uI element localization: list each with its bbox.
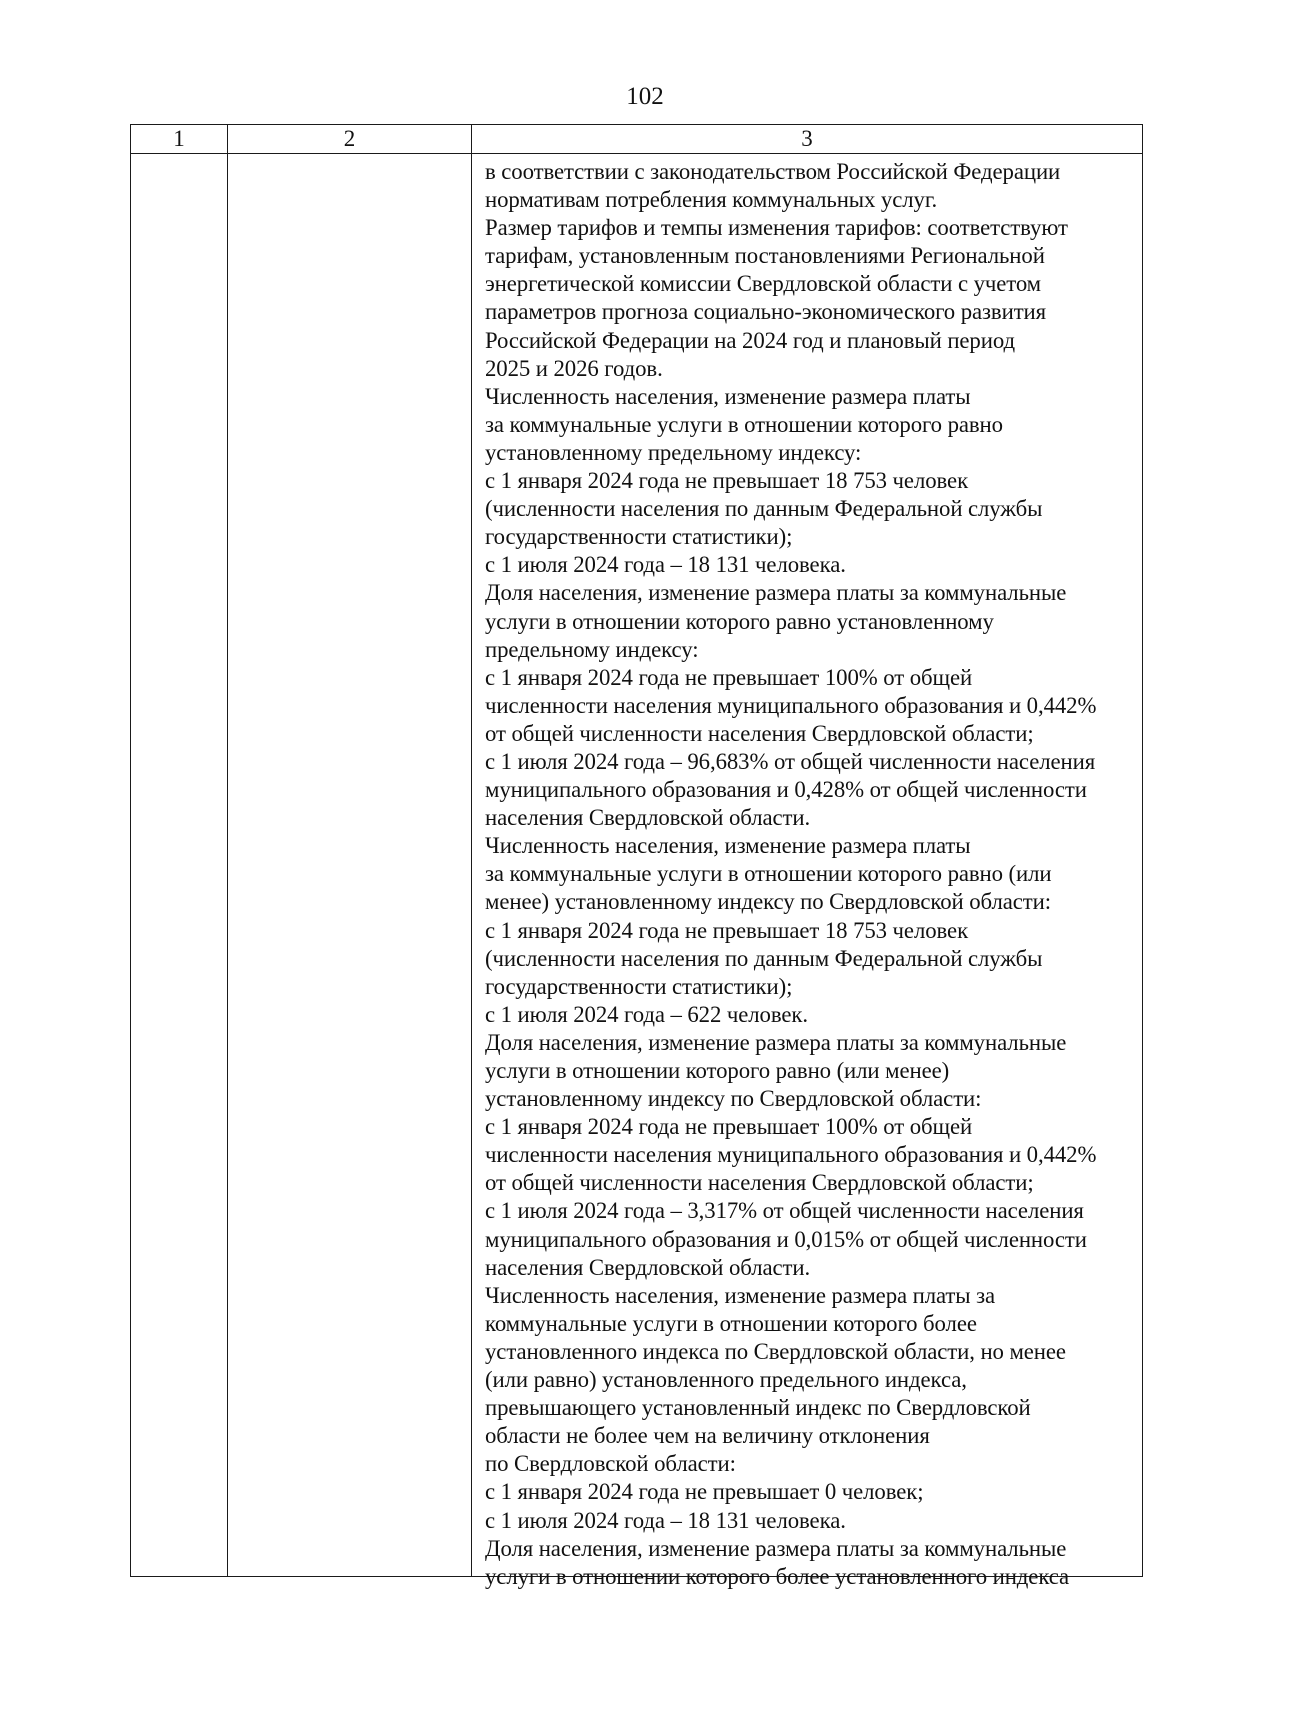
cell-col-3-text — [472, 154, 1142, 1589]
text-line: численности населения муниципального образования и 0,442% — [485, 1142, 1097, 1168]
text-line: с 1 июля 2024 года – 18 131 человека. — [485, 552, 846, 578]
page-number: 102 — [626, 83, 664, 110]
text-line: Численность населения, изменение размера платы — [485, 383, 971, 409]
header-col-3: 3 — [472, 125, 1143, 154]
text-line: населения Свердловской области. — [485, 1254, 811, 1280]
text-line: за коммунальные услуги в отношении которого равно (или — [485, 861, 1052, 887]
text-line: менее) установленному индексу по Свердловской области: — [485, 889, 1051, 915]
text-line: с 1 января 2024 года не превышает 18 753 человек — [485, 917, 969, 943]
table-row — [131, 154, 1143, 1577]
text-line: параметров прогноза социально-экономического развития — [485, 299, 1047, 325]
cell-col-3 — [472, 154, 1143, 1589]
text-line: 2025 и 2026 годов. — [485, 355, 663, 381]
text-line: энергетической комиссии Свердловской области с учетом — [485, 271, 1042, 297]
text-line: (численности населения по данным Федеральной службы — [485, 945, 1043, 971]
text-line: населения Свердловской области. — [485, 805, 811, 831]
text-line: с 1 июля 2024 года – 18 131 человека. — [485, 1507, 846, 1533]
header-col-1: 1 — [131, 125, 228, 154]
text-line: (численности населения по данным Федеральной службы — [485, 496, 1043, 522]
text-line: за коммунальные услуги в отношении которого равно — [485, 411, 1003, 437]
text-line: с 1 января 2024 года не превышает 0 человек; — [485, 1479, 924, 1505]
text-line: с 1 января 2024 года не превышает 100% от общей — [485, 1114, 973, 1140]
text-line: в соответствии с законодательством Российской Федерации — [485, 159, 1061, 184]
text-line: государственности статистики); — [485, 524, 793, 550]
cell-col-2 — [228, 154, 472, 1577]
text-line: Размер тарифов и темпы изменения тарифов: соответствуют — [485, 215, 1068, 241]
text-line: с 1 июля 2024 года – 3,317% от общей численности населения — [485, 1198, 1084, 1224]
text-line: установленного индекса по Свердловской области, но менее — [485, 1338, 1066, 1364]
text-line: области не более чем на величину отклонения — [485, 1423, 930, 1449]
text-line: от общей численности населения Свердловской области; — [485, 720, 1034, 746]
text-line: Доля населения, изменение размера платы за коммунальные — [485, 1029, 1067, 1055]
text-line: установленному предельному индексу: — [485, 439, 862, 465]
text-line: Численность населения, изменение размера платы за — [485, 1282, 996, 1308]
text-line: от общей численности населения Свердловской области; — [485, 1170, 1034, 1196]
text-line: государственности статистики); — [485, 973, 793, 999]
text-line: услуги в отношении которого равно установленному — [485, 608, 994, 634]
text-line: нормативам потребления коммунальных услуг. — [485, 187, 938, 213]
text-line: (или равно) установленного предельного индекса, — [485, 1367, 967, 1393]
text-line: муниципального образования и 0,015% от общей численности — [485, 1226, 1087, 1252]
text-line: с 1 января 2024 года не превышает 18 753 человек — [485, 468, 969, 494]
text-line: с 1 июля 2024 года – 96,683% от общей численности населения — [485, 748, 1096, 774]
text-line: Доля населения, изменение размера платы за коммунальные — [485, 1535, 1067, 1561]
text-line: тарифам, установленным постановлениями Региональной — [485, 243, 1045, 269]
text-line: Российской Федерации на 2024 год и плановый период — [485, 327, 1015, 353]
text-line: муниципального образования и 0,428% от общей численности — [485, 777, 1087, 803]
text-line: услуги в отношении которого равно (или менее) — [485, 1058, 950, 1083]
document-table — [130, 124, 1143, 1589]
text-line: услуги в отношении которого более установленного индекса — [485, 1563, 1070, 1589]
text-line: превышающего установленный индекс по Свердловской — [485, 1395, 1031, 1421]
text-line: коммунальные услуги в отношении которого более — [485, 1310, 977, 1336]
text-line: предельному индексу: — [485, 636, 699, 662]
table-header-row — [131, 125, 1143, 154]
cell-col-1 — [131, 154, 228, 1577]
text-line: численности населения муниципального образования и 0,442% — [485, 692, 1097, 718]
text-line: с 1 января 2024 года не превышает 100% от общей — [485, 664, 973, 690]
text-line: установленному индексу по Свердловской области: — [485, 1086, 982, 1112]
header-col-2: 2 — [228, 125, 472, 154]
text-line: по Свердловской области: — [485, 1451, 736, 1477]
text-line: Доля населения, изменение размера платы за коммунальные — [485, 580, 1067, 606]
text-line: с 1 июля 2024 года – 622 человек. — [485, 1001, 808, 1027]
text-line: Численность населения, изменение размера платы — [485, 833, 971, 859]
